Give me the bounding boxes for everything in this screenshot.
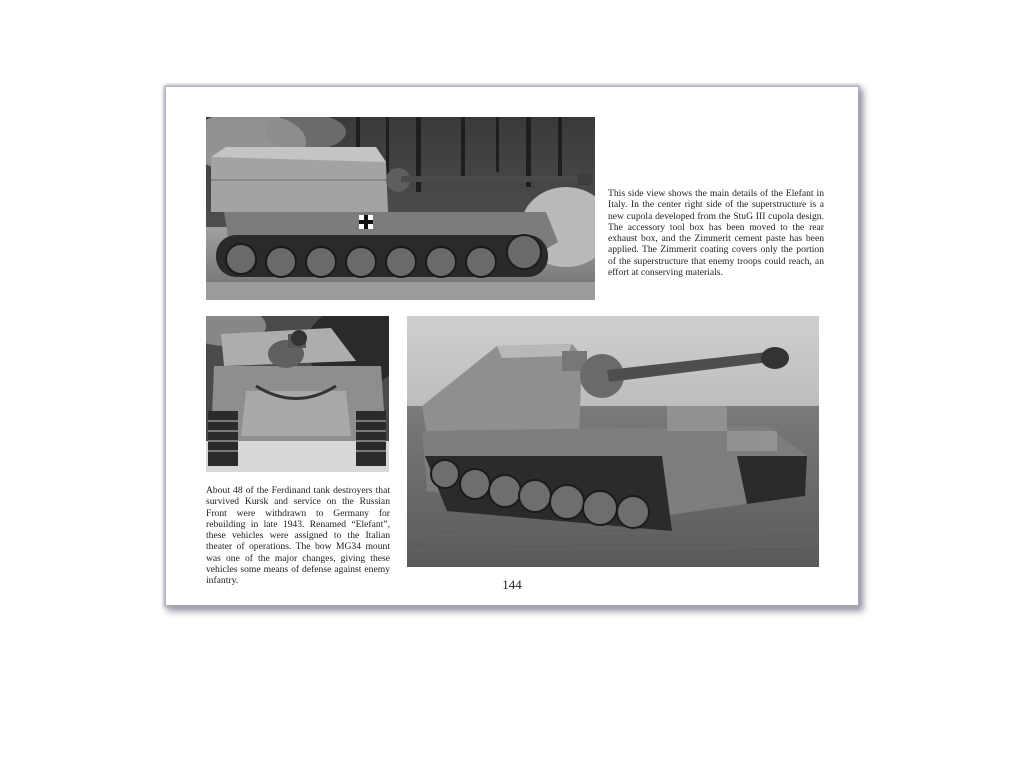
side-view-caption: This side view shows the main details of the Elefant in Italy. In the center right side of the superstructure is a new cupola developed from the StuG III cupola design. The accessory tool box has been moved to the rear exhaust box, and the Zimmerit cement paste has been applied. The Zimmerit coating covers only the portion of the superstructure that enemy troops could reach, an effort at conserving materials. xyxy=(608,188,824,279)
book-page xyxy=(166,87,858,605)
field-view-photo xyxy=(407,316,819,567)
page-number: 144 xyxy=(502,577,522,592)
ferdinand-caption: About 48 of the Ferdinand tank destroyers that survived Kursk and service on the Russian Front were withdrawn to Germany for rebuilding in late 1943. Renamed “Elefant”, these vehicles were assigned to the Italian theater of operations. The bow MG34 mount was one of the major changes, giving these vehicles some means of defense against enemy infantry. xyxy=(206,485,390,587)
front-view-photo xyxy=(206,316,389,472)
side-view-photo xyxy=(206,117,595,300)
